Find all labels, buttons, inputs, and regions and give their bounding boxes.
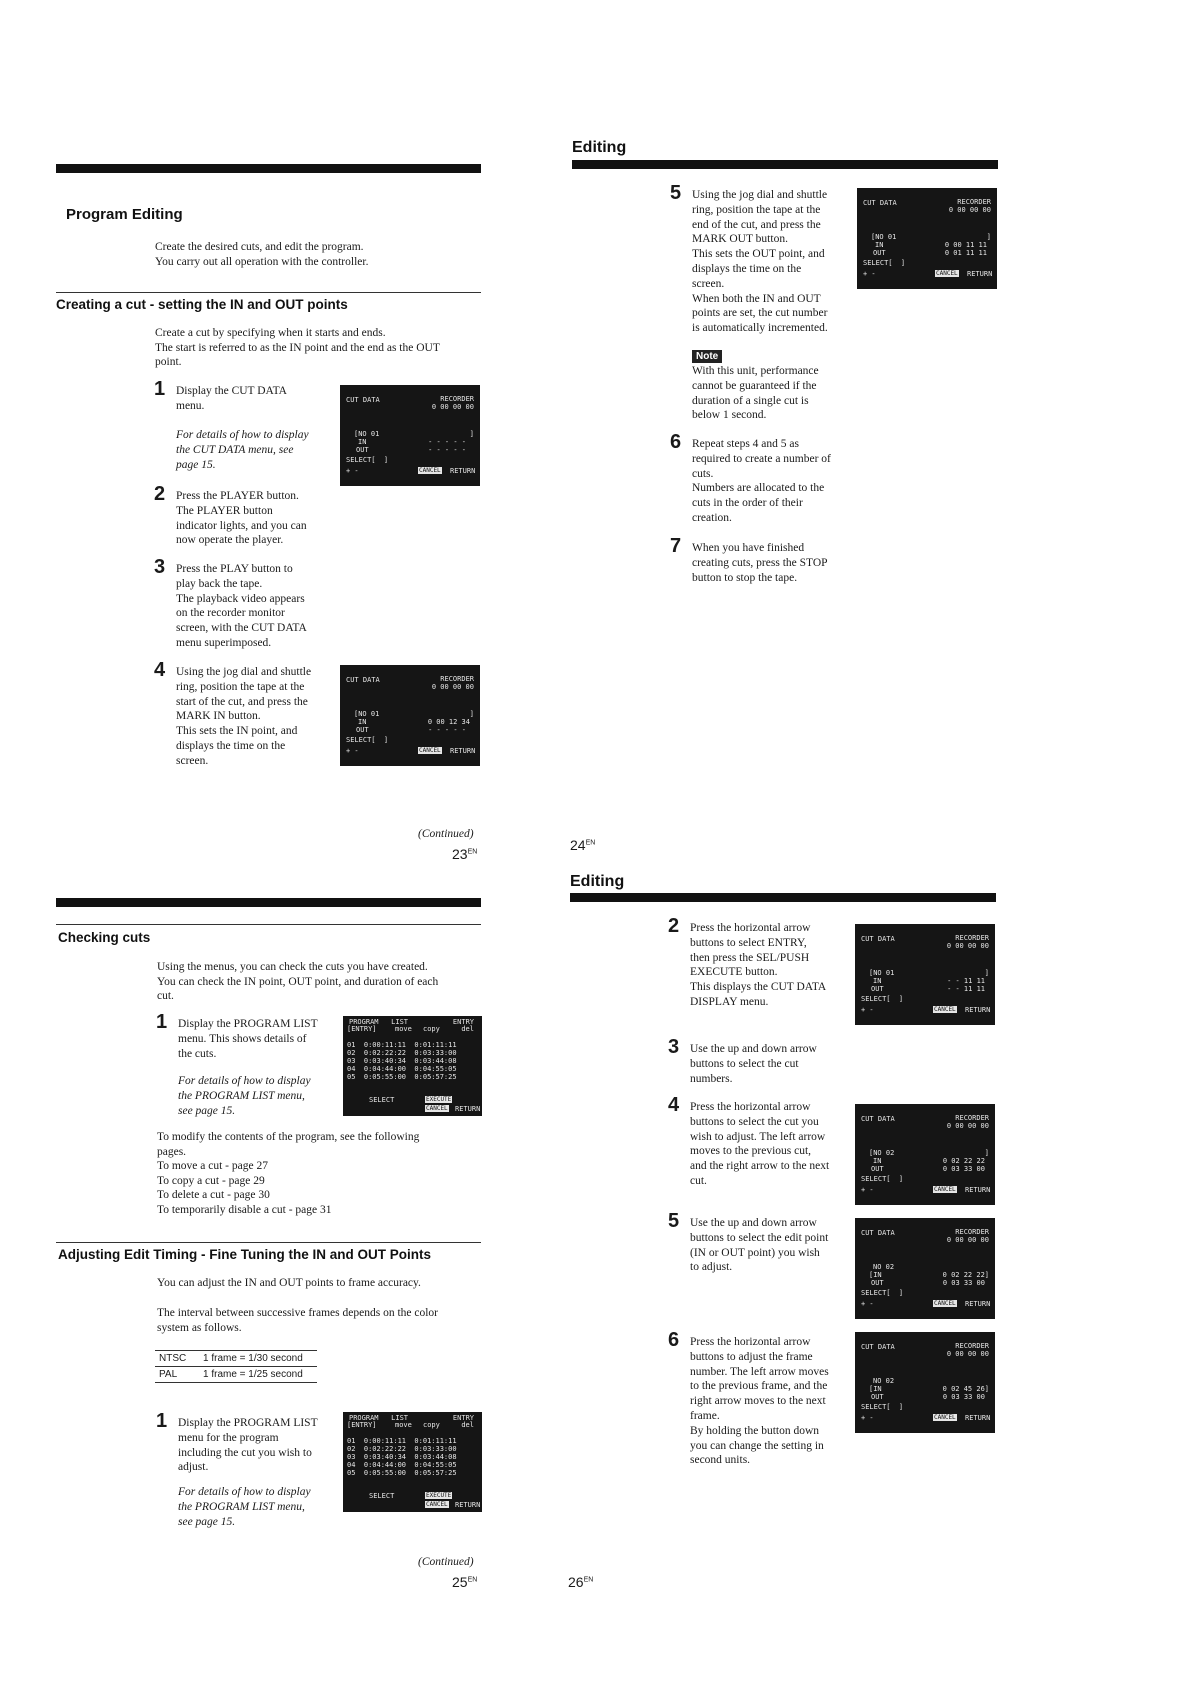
page-title: Program Editing — [66, 206, 183, 223]
note-badge: Note — [692, 350, 722, 363]
section-intro: Create a cut by specifying when it starts and ends. The start is referred to as the IN point and the end as the OUT point. — [155, 327, 440, 368]
cut-data-screen: CUT DATA RECORDER 0 00 00 00 NO 02 [IN 0 02 22 22] OUT 0 03 33 00 SELECT[ ] + - CANCEL RETURN — [855, 1218, 995, 1319]
step-number: 7 — [670, 535, 682, 557]
page-header: Editing — [572, 139, 627, 156]
interval-text: The interval between successive frames depends on the color system as follows. — [157, 1307, 439, 1334]
cut-data-screen: CUT DATA RECORDER 0 00 00 00 [NO 01 ] IN - - - - - OUT - - - - - SELECT[ ] + - CANCEL RETURN — [340, 385, 480, 486]
step-text: Use the up and down arrow buttons to select the edit point (IN or OUT point) you wish to adjust. — [690, 1217, 829, 1274]
step-text: Press the PLAY button to play back the tape. The playback video appears on the recorder monitor screen, with the CUT DATA menu superimposed. — [176, 563, 307, 649]
page-number: $25^{EN}$ — [452, 1574, 478, 1590]
program-list-screen: PROGRAM LIST ENTRY [ENTRY] move copy del 01 0:00:11:11 0:01:11:11 02 0:02:22:22 0:03:33:00 03 0:03:40:34 0:03:44:08 04 0:04:44:00 0:04:55:05 05 0:05:55:00 0:05:57:25 SELECT EXECUTE CANCEL RETURN — [343, 1016, 482, 1116]
step-reference: For details of how to display the PROGRAM LIST menu, see page 15. — [178, 1075, 311, 1117]
top-rule-p23 — [56, 164, 481, 173]
step-number: 6 — [668, 1329, 680, 1351]
step-text: Display the PROGRAM LIST menu. This shows details of the cuts. — [178, 1018, 318, 1060]
frame-rate-table — [155, 1350, 317, 1383]
step-number: 2 — [668, 915, 680, 937]
section-heading: Adjusting Edit Timing - Fine Tuning the IN and OUT Points — [58, 1247, 431, 1262]
table-row: PAL 1 frame = 1/25 second — [155, 1367, 317, 1383]
page-number: $26^{EN}$ — [568, 1574, 594, 1590]
step-text: When you have finished creating cuts, press the STOP button to stop the tape. — [692, 542, 828, 584]
intro-text: Create the desired cuts, and edit the program. You carry out all operation with the controller. — [155, 241, 369, 268]
section-heading: Creating a cut - setting the IN and OUT points — [56, 297, 348, 312]
step-number: 2 — [154, 483, 166, 505]
continued-note: (Continued) — [418, 1556, 474, 1568]
program-list-screen: PROGRAM LIST ENTRY [ENTRY] move copy del 01 0:00:11:11 0:01:11:11 02 0:02:22:22 0:03:33:00 03 0:03:40:34 0:03:44:08 04 0:04:44:00 0:04:55:05 05 0:05:55:00 0:05:57:25 SELECT EXECUTE CANCEL RETURN — [343, 1412, 482, 1512]
step-text: Press the horizontal arrow buttons to select the cut you wish to adjust. The left arrow moves to the previous cut, and the right arrow to the next cut. — [690, 1101, 830, 1187]
section-intro: Using the menus, you can check the cuts you have created. You can check the IN point, OUT point, and duration of each cut. — [157, 961, 439, 1002]
step-number: 1 — [156, 1011, 168, 1033]
cut-data-screen: CUT DATA RECORDER 0 00 00 00 [NO 01 ] IN 0 00 12 34 OUT - - - - - SELECT[ ] + - CANCEL RETURN — [340, 665, 480, 766]
step-text: Press the horizontal arrow buttons to adjust the frame number. The left arrow moves to the previous frame, and the right arrow moves to the next frame. By holding the button down you can change the setting in second units. — [690, 1336, 829, 1467]
cut-data-screen: CUT DATA RECORDER 0 00 00 00 [NO 01 ] IN - - 11 11 OUT - - 11 11 SELECT[ ] + - CANCEL RETURN — [855, 924, 995, 1025]
step-number: 3 — [668, 1036, 680, 1058]
step-text: Display the PROGRAM LIST menu for the program including the cut you wish to adjust. — [178, 1417, 318, 1474]
step-text: Press the PLAYER button. The PLAYER button indicator lights, and you can now operate the player. — [176, 490, 307, 547]
step-number: 1 — [154, 378, 166, 400]
step-reference: For details of how to display the CUT DATA menu, see page 15. — [176, 429, 309, 471]
step-number: 4 — [154, 659, 166, 681]
page-header: Editing — [570, 873, 625, 890]
continued-note: (Continued) — [418, 828, 474, 840]
step-number: 4 — [668, 1094, 680, 1116]
page-number: $23^{EN}$ — [452, 846, 478, 862]
section-heading: Checking cuts — [58, 930, 151, 945]
step-text: Display the CUT DATA menu. — [176, 385, 287, 412]
top-rule-p26 — [570, 893, 996, 902]
step-text: Using the jog dial and shuttle ring, position the tape at the end of the cut, and press the MARK OUT button. This sets the OUT point, and displays the time on the screen. When both the IN and OUT points are set, the cut number is automatically incremented. — [692, 189, 828, 335]
cut-data-screen: CUT DATA RECORDER 0 00 00 00 [NO 02 ] IN 0 02 22 22 OUT 0 03 33 00 SELECT[ ] + - CANCEL RETURN — [855, 1104, 995, 1205]
top-rule-p24 — [572, 160, 998, 169]
step-number: 6 — [670, 431, 682, 453]
step-number: 1 — [156, 1410, 168, 1432]
top-rule-p25 — [56, 898, 481, 907]
note-text: With this unit, performance cannot be guaranteed if the duration of a single cut is below 1 second. — [692, 365, 819, 422]
step-text: Use the up and down arrow buttons to select the cut numbers. — [690, 1043, 817, 1085]
step-number: 3 — [154, 556, 166, 578]
page-number: $24^{EN}$ — [570, 837, 596, 853]
table-row: NTSC 1 frame = 1/30 second — [155, 1351, 317, 1367]
modify-list: To modify the contents of the program, see the following pages. To move a cut - page 27 To copy a cut - page 29 To delete a cut - page 30 To temporarily disable a cut - page 31 — [157, 1131, 420, 1216]
step-text: Using the jog dial and shuttle ring, position the tape at the start of the cut, and press the MARK IN button. This sets the IN point, and displays the time on the screen. — [176, 666, 312, 767]
adjust-intro: You can adjust the IN and OUT points to frame accuracy. — [157, 1277, 421, 1289]
cut-data-screen: CUT DATA RECORDER 0 00 00 00 [NO 01 ] IN 0 00 11 11 OUT 0 01 11 11 SELECT[ ] + - CANCEL RETURN — [857, 188, 997, 289]
step-text: Repeat steps 4 and 5 as required to create a number of cuts. Numbers are allocated to the cuts in the order of their creation. — [692, 438, 831, 524]
step-reference: For details of how to display the PROGRAM LIST menu, see page 15. — [178, 1486, 311, 1528]
step-number: 5 — [670, 182, 682, 204]
step-number: 5 — [668, 1210, 680, 1232]
step-text: Press the horizontal arrow buttons to select ENTRY, then press the SEL/PUSH EXECUTE button. This displays the CUT DATA DISPLAY menu. — [690, 922, 827, 1008]
cut-data-screen: CUT DATA RECORDER 0 00 00 00 NO 02 [IN 0 02 45 26] OUT 0 03 33 00 SELECT[ ] + - CANCEL RETURN — [855, 1332, 995, 1433]
